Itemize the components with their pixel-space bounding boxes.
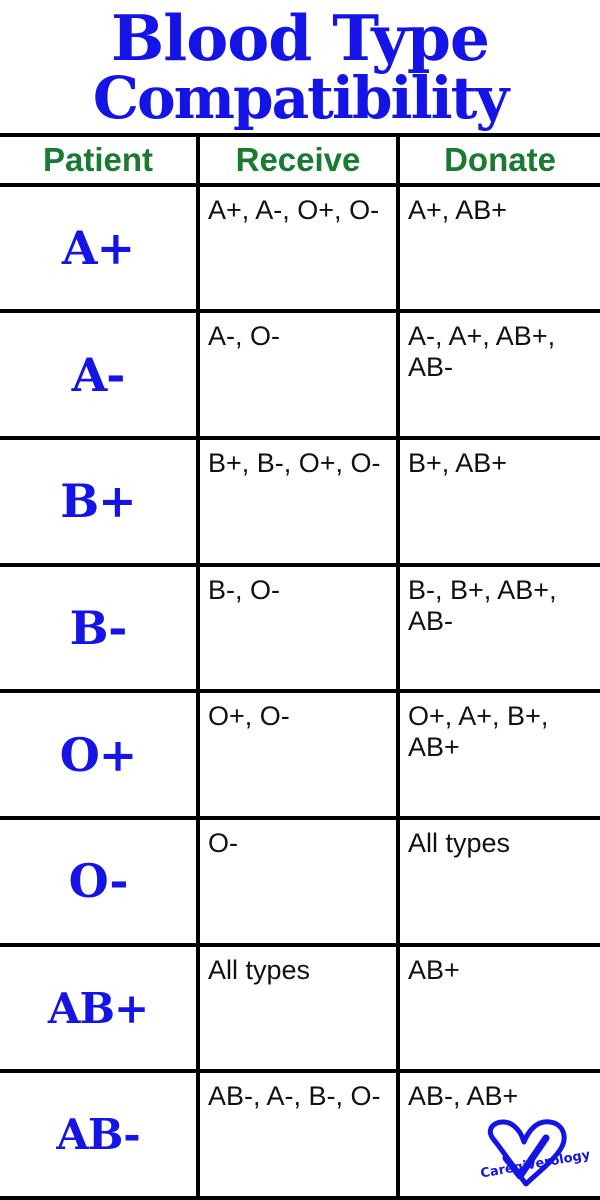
receive-list: AB-, A-, B-, O-	[200, 1073, 400, 1196]
receive-list: B+, B-, O+, O-	[200, 440, 400, 563]
receive-list: O+, O-	[200, 693, 400, 816]
page-title	[0, 0, 600, 132]
receive-list: A-, O-	[200, 313, 400, 436]
blood-type-label: B-	[0, 567, 200, 690]
donate-list: B+, AB+	[408, 447, 508, 478]
donate-list: A-, A+, AB+, AB-	[408, 321, 556, 383]
column-header-patient: Patient	[0, 137, 200, 183]
blood-type-label: O-	[0, 820, 200, 943]
column-header-donate: Donate	[444, 140, 556, 178]
blood-type-label: AB+	[0, 947, 200, 1070]
blood-type-label: O+	[0, 693, 200, 816]
table-row	[0, 693, 600, 820]
column-header-receive: Receive	[200, 137, 400, 183]
blood-type-label: B+	[0, 440, 200, 563]
table-row	[0, 947, 600, 1074]
table-row	[0, 820, 600, 947]
receive-list: B-, O-	[200, 567, 400, 690]
compatibility-table	[0, 133, 600, 1200]
logo-text: Caregiverology	[479, 1147, 592, 1182]
donate-list: A+, AB+	[408, 194, 508, 225]
caregiverology-logo	[476, 1114, 594, 1196]
donate-list: B-, B+, AB+, AB-	[408, 574, 557, 636]
table-row	[0, 567, 600, 694]
table-row	[0, 313, 600, 440]
table-row	[0, 187, 600, 314]
table-row	[0, 440, 600, 567]
donate-list: AB-, AB+	[408, 1081, 519, 1112]
blood-type-label: A-	[0, 313, 200, 436]
blood-type-label: A+	[0, 187, 200, 310]
blood-type-label: AB-	[0, 1073, 200, 1196]
title-line-1: Blood Type	[111, 1, 489, 75]
receive-list: A+, A-, O+, O-	[200, 187, 400, 310]
donate-list: O+, A+, B+, AB+	[408, 701, 549, 763]
table-header-row	[0, 137, 600, 187]
donate-list: AB+	[408, 954, 460, 985]
donate-list: All types	[408, 828, 511, 858]
receive-list: All types	[200, 947, 400, 1070]
title-line-2: Compatibility	[92, 63, 508, 132]
receive-list: O-	[200, 820, 400, 943]
